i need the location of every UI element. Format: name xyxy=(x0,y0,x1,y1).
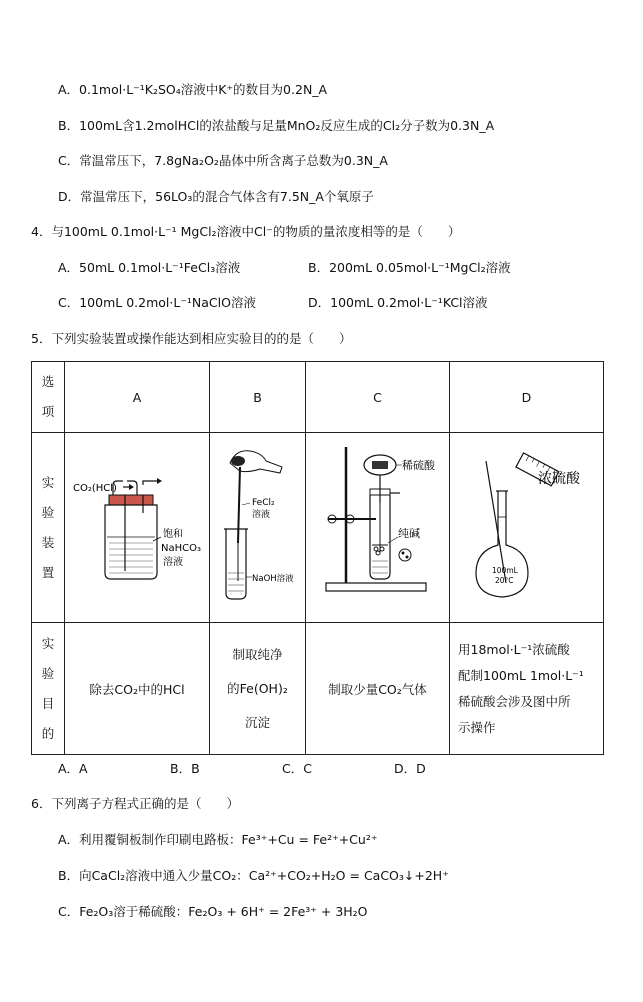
apparatus-d xyxy=(450,433,604,623)
dropper-test-tube-diagram xyxy=(210,433,305,619)
flask-temp-label: 20°C xyxy=(495,576,514,585)
purpose-b-line: 的Fe(OH)₂ xyxy=(227,680,288,696)
q5-option-c: C．C xyxy=(282,761,312,776)
gas-generator-diagram xyxy=(306,433,449,619)
solution-label-1: 饱和 xyxy=(163,529,183,540)
flask-volume-label: 100mL xyxy=(492,566,518,575)
q4-option-c: C．100mL 0.2mol·L⁻¹NaClO溶液 xyxy=(58,295,256,310)
fecl2-label: FeCl₂ xyxy=(252,498,275,508)
q5-option-a: A．A xyxy=(58,761,88,776)
solution-label-3: 溶液 xyxy=(163,557,183,568)
q6-option-a: A．利用覆铜板制作印刷电路板：Fe³⁺+Cu = Fe²⁺+Cu²⁺ xyxy=(58,832,378,847)
purpose-a: 除去CO₂中的HCl xyxy=(65,623,210,755)
header-char: 的 xyxy=(41,725,55,741)
purpose-d-line: 配制100mL 1mol·L⁻¹ xyxy=(458,667,584,683)
conc-acid-label: 浓硫酸 xyxy=(538,471,580,487)
q5-stem: 5．下列实验装置或操作能达到相应实验目的的是（ ） xyxy=(31,331,352,346)
purpose-b xyxy=(210,623,306,755)
naoh-label: NaOH溶液 xyxy=(252,574,294,584)
purpose-row-head xyxy=(32,623,65,755)
q4-option-d: D．100mL 0.2mol·L⁻¹KCl溶液 xyxy=(308,295,488,310)
header-char: 验 xyxy=(41,504,55,520)
apparatus-b xyxy=(210,433,306,623)
q3-option-c: C．常温常压下，7.8gNa₂O₂晶体中所含离子总数为0.3N_A xyxy=(58,153,388,168)
q4-stem: 4．与100mL 0.1mol·L⁻¹ MgCl₂溶液中Cl⁻的物质的量浓度相等的是（ ） xyxy=(31,224,461,239)
q5-option-d: D．D xyxy=(394,761,426,776)
purpose-d-line: 示操作 xyxy=(458,719,496,735)
q3-option-a: A．0.1mol·L⁻¹K₂SO₄溶液中K⁺的数目为0.2N_A xyxy=(58,82,328,97)
apparatus-row-head xyxy=(32,433,65,623)
q6-option-c: C．Fe₂O₃溶于稀硫酸：Fe₂O₃ + 6H⁺ = 2Fe³⁺ + 3H₂O xyxy=(58,904,368,919)
col-a-header: A xyxy=(65,362,210,433)
soda-ash-label: 纯碱 xyxy=(398,527,420,540)
fecl2-solution-label: 溶液 xyxy=(252,510,271,520)
q4-option-b: B．200mL 0.05mol·L⁻¹MgCl₂溶液 xyxy=(308,260,511,275)
header-char: 项 xyxy=(41,404,55,419)
solution-label-2: NaHCO₃ xyxy=(161,543,201,554)
purpose-d-line: 用18mol·L⁻¹浓硫酸 xyxy=(458,641,570,657)
q5-option-b: B．B xyxy=(170,761,200,776)
experiment-table xyxy=(31,361,604,755)
col-c-header: C xyxy=(306,362,450,433)
gas-label: CO₂(HCl) xyxy=(73,483,117,494)
q6-option-b: B．向CaCl₂溶液中通入少量CO₂：Ca²⁺+CO₂+H₂O = CaCO₃↓+2H⁺ xyxy=(58,868,449,883)
col-d-header: D xyxy=(450,362,604,433)
purpose-d xyxy=(450,623,604,755)
q3-option-d: D．常温常压下，56LO₃的混合气体含有7.5N_A个氧原子 xyxy=(58,189,374,204)
apparatus-c xyxy=(306,433,450,623)
q4-option-a: A．50mL 0.1mol·L⁻¹FeCl₃溶液 xyxy=(58,260,241,275)
apparatus-a xyxy=(65,433,210,623)
gas-washing-bottle-diagram xyxy=(65,433,209,619)
header-char: 实 xyxy=(41,635,55,651)
header-char: 实 xyxy=(41,474,55,490)
q6-stem: 6．下列离子方程式正确的是（ ） xyxy=(31,796,239,811)
purpose-c: 制取少量CO₂气体 xyxy=(306,623,450,755)
volumetric-flask-diagram xyxy=(450,433,603,619)
q5-options xyxy=(58,759,506,777)
header-char: 装 xyxy=(41,534,55,550)
q3-option-b: B．100mL含1.2molHCl的浓盐酸与足量MnO₂反应生成的Cl₂分子数为0.3N_A xyxy=(58,118,495,133)
header-char: 选 xyxy=(41,374,55,389)
header-char: 验 xyxy=(41,665,55,681)
header-char: 目 xyxy=(41,695,55,711)
header-char: 置 xyxy=(41,564,55,580)
header-option-cell xyxy=(32,362,65,433)
col-b-header: B xyxy=(210,362,306,433)
purpose-d-line: 稀硫酸会涉及图中所 xyxy=(458,693,571,709)
dilute-acid-label: 稀硫酸 xyxy=(402,459,435,472)
purpose-b-line: 沉淀 xyxy=(244,714,270,730)
purpose-b-line: 制取纯净 xyxy=(232,646,283,662)
